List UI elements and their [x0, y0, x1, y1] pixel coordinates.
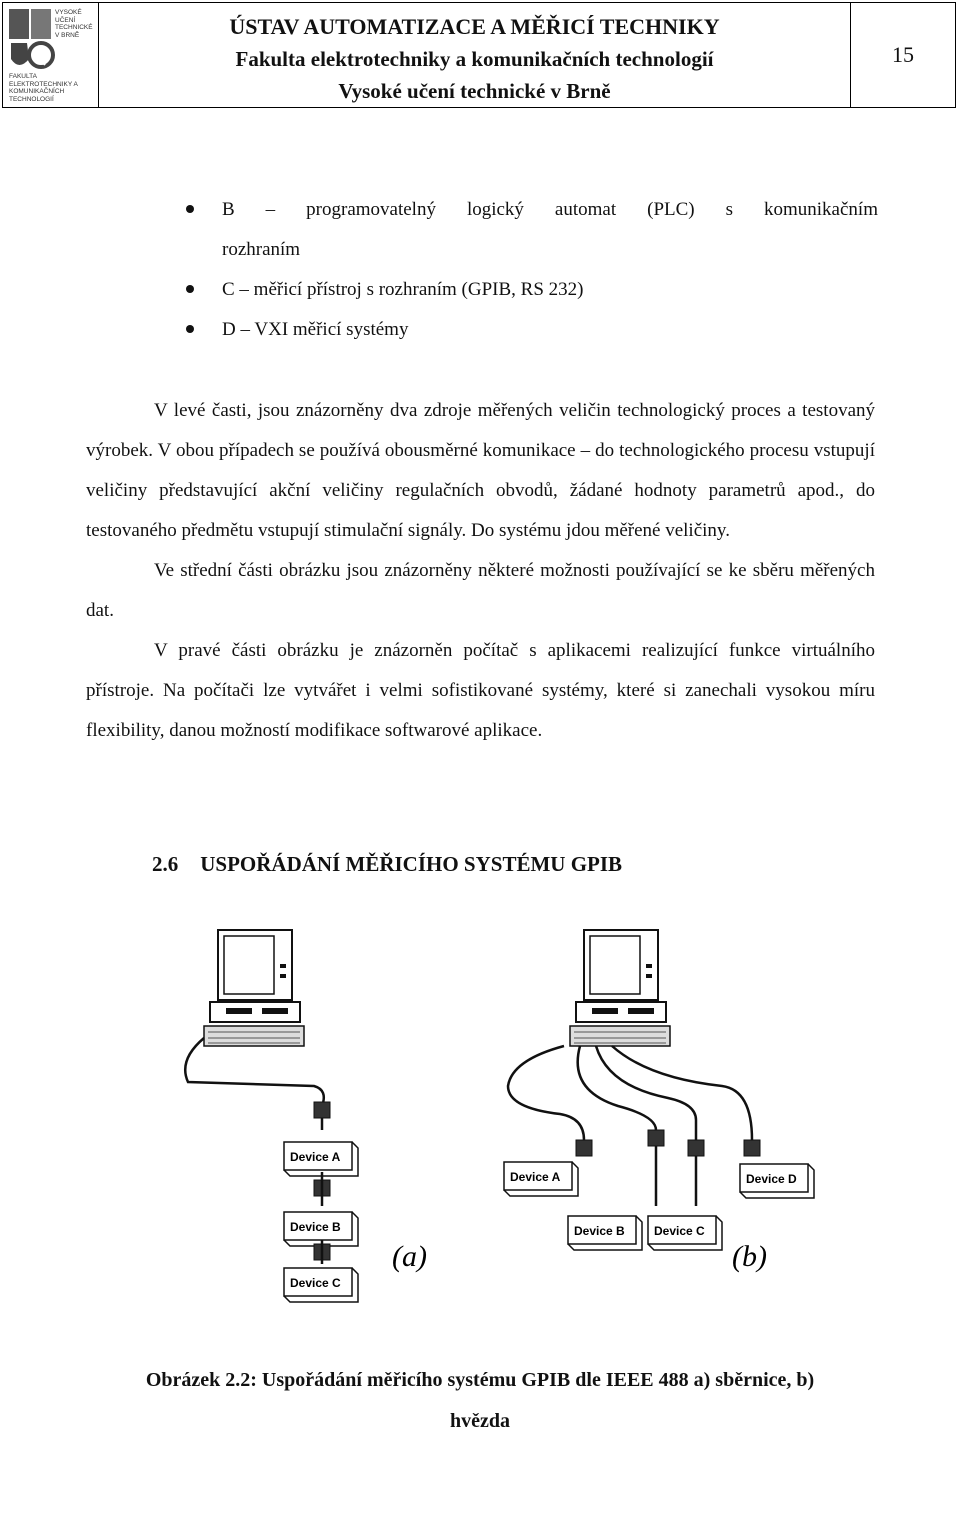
panel-b — [504, 930, 814, 1273]
list-item-text: B – programovatelný logický automat (PLC) s komunikačním — [222, 199, 878, 220]
bullet-icon — [186, 285, 194, 293]
bullet-icon — [186, 325, 194, 333]
connector-icon — [576, 1140, 592, 1156]
device-label: Device B — [574, 1224, 625, 1238]
bullet-list — [188, 190, 878, 350]
panel-label: (a) — [392, 1240, 427, 1273]
list-item — [188, 190, 878, 270]
device-label: Device C — [654, 1224, 705, 1238]
panel-a — [185, 930, 427, 1302]
caption-line: hvězda — [450, 1410, 510, 1432]
connector-icon — [648, 1130, 664, 1146]
computer-icon — [570, 930, 670, 1046]
panel-label: (b) — [732, 1240, 767, 1273]
page-header — [2, 2, 956, 108]
star-cable — [612, 1046, 752, 1140]
institute-name: ÚSTAV AUTOMATIZACE A MĚŘICÍ TECHNIKY — [229, 14, 720, 39]
paragraph: Ve střední části obrázku jsou znázorněny některé možnosti používající se ke sběru měřených dat. — [86, 560, 875, 621]
list-item — [188, 270, 878, 310]
list-item-text: C – měřicí přístroj s rozhraním (GPIB, RS 232) — [222, 279, 584, 300]
university-logo — [3, 3, 99, 107]
university-name: Vysoké učení technické v Brně — [338, 79, 611, 103]
connector-icon — [688, 1140, 704, 1156]
list-item — [188, 310, 878, 350]
computer-icon — [204, 930, 304, 1046]
device-label: Device A — [290, 1150, 341, 1164]
logo-faculty-text: FAKULTA ELEKTROTECHNIKY A KOMUNIKAČNÍCH TECHNOLOGIÍ — [9, 73, 78, 103]
body-text — [86, 391, 875, 751]
gpib-figure — [108, 910, 850, 1340]
paragraph: V pravé části obrázku je znázorněn počítač s aplikacemi realizující funkce virtuálního přístroje. Na počítači lze vytvářet i velmi sofistikované systémy, které si zanechali vysokou míru flexibility, danou možností modifikace softwarové aplikace. — [86, 640, 875, 741]
device-label: Device B — [290, 1220, 341, 1234]
connector-icon — [314, 1102, 330, 1118]
star-cable — [508, 1046, 584, 1140]
section-heading — [152, 852, 622, 877]
star-cable — [578, 1046, 656, 1130]
bullet-icon — [186, 205, 194, 213]
page-number: 15 — [892, 42, 914, 67]
section-title: USPOŘÁDÁNÍ MĚŘICÍHO SYSTÉMU GPIB — [200, 852, 623, 876]
device-label: Device D — [746, 1172, 797, 1186]
connector-icon — [744, 1140, 760, 1156]
star-cable — [596, 1046, 696, 1140]
logo-university-text: VYSOKÉ UČENÍ TECHNICKÉ V BRNĚ — [55, 9, 93, 39]
caption-line: Obrázek 2.2: Uspořádání měřicího systému GPIB dle IEEE 488 a) sběrnice, b) — [145, 1369, 815, 1391]
device-label: Device A — [510, 1170, 561, 1184]
section-number: 2.6 — [152, 852, 179, 876]
header-titles — [99, 3, 851, 107]
faculty-name: Fakulta elektrotechniky a komunikačních technologií — [235, 47, 714, 71]
paragraph: V levé časti, jsou znázorněny dva zdroje měřených veličin technologický proces a testovaný výrobek. V obou případech se používá obousměrné komunikace – do technologického procesu vstupují veličiny představující akční veličiny regulačních obvodů, žádané hodnoty parametrů apod., do testovaného předmětu vstupují stimulační signály. Do systému jdou měřené veličiny. — [86, 400, 875, 541]
list-item-text-continued: rozhraním — [222, 239, 301, 260]
list-item-text: D – VXI měřicí systémy — [222, 319, 409, 340]
bus-cable — [185, 1038, 324, 1106]
device-label: Device C — [290, 1276, 341, 1290]
figure-caption — [80, 1360, 880, 1442]
